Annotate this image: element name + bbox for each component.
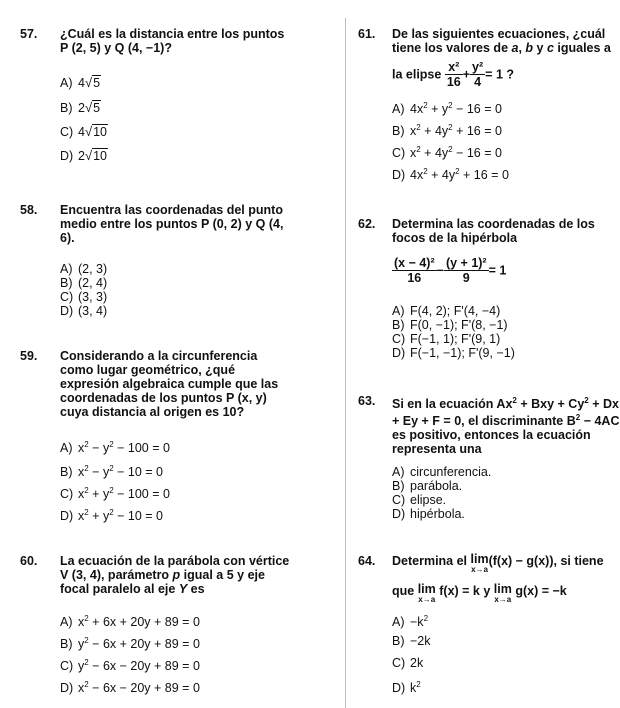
option-label: D) (392, 168, 406, 182)
fraction (445, 60, 463, 89)
option-label: C) (392, 146, 406, 160)
option-label: D) (392, 507, 406, 521)
operator: − (436, 263, 444, 278)
stem-line (392, 411, 619, 428)
term: 4x (410, 168, 424, 182)
option-text: (3, 3) (78, 290, 108, 304)
limit-expression (418, 584, 436, 604)
exponent: 2 (84, 614, 89, 623)
exponent: 2 (423, 614, 429, 623)
option-text: elipse. (410, 493, 447, 507)
stem-line: 6). (60, 231, 75, 245)
exponent: 2 (575, 413, 581, 422)
stem-line (392, 41, 611, 55)
option-label: D) (60, 149, 74, 163)
option-text: (2, 3) (78, 262, 108, 276)
option-62-a[interactable] (392, 304, 500, 318)
radicand: 10 (93, 125, 107, 139)
stem-line: representa una (392, 442, 482, 456)
option-63-a[interactable] (392, 465, 491, 479)
option-text: parábola. (410, 479, 463, 493)
exponent: 2 (423, 167, 428, 176)
question-number: 58. (20, 203, 38, 217)
option-63-b[interactable] (392, 479, 462, 493)
stem-line (392, 584, 604, 604)
option-60-a[interactable] (60, 612, 200, 629)
variable-c: c (546, 41, 554, 55)
option-text: 2k (410, 656, 424, 670)
term: − 10 = 0 (113, 465, 164, 479)
stem-text: = 1 ? (485, 67, 515, 82)
term: + 16 = 0 (452, 124, 502, 138)
exponent: 2 (416, 680, 421, 689)
term: − y (88, 465, 110, 479)
radicand: 5 (93, 101, 101, 115)
numerator: y² (472, 60, 484, 74)
option-label: A) (60, 615, 73, 629)
denominator: 9 (462, 271, 470, 285)
stem-line: como lugar geométrico, ¿qué (60, 363, 236, 377)
question-stem (392, 217, 595, 245)
stem-line: es positivo, entonces la ecuación (392, 428, 591, 442)
variable-a: a (511, 41, 519, 55)
stem-text: focal paralelo al eje (60, 582, 179, 596)
option-text: −k (410, 615, 424, 629)
option-57-a[interactable] (60, 76, 101, 90)
stem-text: que (392, 584, 418, 598)
option-text: circunferencia. (410, 465, 492, 479)
term: + y (88, 509, 110, 523)
question-number: 62. (358, 217, 376, 231)
term: − 10 = 0 (113, 509, 164, 523)
option-label: A) (392, 304, 405, 318)
variable-b: b (525, 41, 534, 55)
stem-line: La ecuación de la parábola con vértice (60, 554, 290, 568)
option-61-b[interactable] (392, 121, 502, 138)
option-57-b[interactable] (60, 101, 101, 115)
term: − 6x − 20y + 89 = 0 (88, 681, 200, 695)
stem-line: Encuentra las coordenadas del punto (60, 203, 283, 217)
variable-p: p (172, 568, 181, 582)
term: x (78, 615, 85, 629)
question-stem (60, 203, 283, 245)
question-number: 61. (358, 27, 376, 41)
option-label: A) (60, 262, 73, 276)
term: y (78, 637, 85, 651)
option-label: B) (60, 465, 73, 479)
radical-icon: √ (84, 148, 93, 163)
fraction (444, 256, 489, 285)
term: x (78, 465, 85, 479)
option-label: C) (392, 332, 406, 346)
term: 4x (410, 102, 424, 116)
stem-text: = 1 (488, 263, 507, 278)
option-text: (2, 4) (78, 276, 108, 290)
option-coef: 2 (78, 101, 85, 115)
option-64-c[interactable] (392, 656, 423, 670)
exponent: 2 (84, 658, 89, 667)
stem-text: es (187, 582, 205, 596)
option-text: k (410, 681, 417, 695)
radical-icon: √ (84, 124, 93, 139)
limit-subscript: x→a (471, 565, 488, 574)
term: + y (427, 102, 449, 116)
term: − 100 = 0 (113, 487, 170, 501)
option-label: B) (60, 276, 73, 290)
stem-text: V (3, 4), parámetro (60, 568, 173, 582)
option-62-c[interactable] (392, 332, 500, 346)
variable-y: Y (178, 582, 188, 596)
option-63-c[interactable] (392, 493, 446, 507)
term: − 16 = 0 (452, 146, 502, 160)
exponent: 2 (448, 101, 453, 110)
term: + y (88, 487, 110, 501)
option-label: B) (60, 101, 73, 115)
option-text: F(−1, −1); F'(9, −1) (410, 346, 515, 360)
option-59-c[interactable] (60, 484, 170, 501)
exponent: 2 (584, 396, 589, 405)
column-divider (345, 18, 346, 708)
term: + 6x + 20y + 89 = 0 (88, 615, 200, 629)
exponent: 2 (84, 680, 89, 689)
option-61-a[interactable] (392, 99, 502, 116)
term: y (78, 659, 85, 673)
exponent: 2 (416, 145, 421, 154)
option-58-c[interactable] (60, 290, 107, 304)
stem-line: ¿Cuál es la distancia entre los puntos (60, 27, 285, 41)
option-text: F(0, −1); F'(8, −1) (410, 318, 508, 332)
term: − y (88, 441, 110, 455)
stem-line: De las siguientes ecuaciones, ¿cuál (392, 27, 606, 41)
exponent: 2 (109, 464, 114, 473)
option-label: D) (60, 304, 74, 318)
stem-text: , (518, 41, 526, 55)
option-62-d[interactable] (392, 346, 515, 360)
stem-text: Determina el (392, 554, 471, 568)
option-label: C) (392, 493, 406, 507)
option-60-d[interactable] (60, 678, 200, 695)
option-57-d[interactable] (60, 149, 108, 163)
question-number: 60. (20, 554, 38, 568)
term: + 4y (427, 168, 456, 182)
exponent: 2 (84, 636, 89, 645)
operator: + (462, 67, 471, 82)
option-text: F(−1, 1); F'(9, 1) (410, 332, 501, 346)
ellipse-equation (392, 60, 514, 89)
stem-line: Determina las coordenadas de los (392, 217, 595, 231)
limit-word: lim (493, 582, 512, 596)
option-label: D) (60, 681, 74, 695)
option-60-c[interactable] (60, 656, 200, 673)
option-label: A) (392, 465, 405, 479)
radical-icon: √ (84, 100, 93, 115)
radicand: 5 (93, 76, 101, 90)
option-label: D) (392, 346, 406, 360)
exponent: 2 (84, 508, 89, 517)
exponent: 2 (448, 145, 453, 154)
option-label: B) (392, 479, 405, 493)
stem-text: + Bxy + Cy (516, 397, 585, 411)
stem-line: coordenadas de los puntos P (x, y) (60, 391, 267, 405)
exponent: 2 (448, 123, 453, 132)
option-coef: 4 (78, 76, 85, 90)
numerator: (x − 4)² (394, 256, 435, 270)
stem-text: tiene los valores de (392, 41, 512, 55)
stem-line: cuya distancia al origen es 10? (60, 405, 245, 419)
stem-text: g(x) = −k (511, 584, 567, 598)
stem-line: medio entre los puntos P (0, 2) y Q (4, (60, 217, 284, 231)
term: − 6x + 20y + 89 = 0 (88, 637, 200, 651)
exponent: 2 (512, 396, 517, 405)
limit-subscript: x→a (494, 595, 512, 604)
option-text: (3, 4) (78, 304, 108, 318)
option-59-b[interactable] (60, 462, 163, 479)
stem-text: f(x) = k y (435, 584, 494, 598)
option-64-d[interactable] (392, 678, 421, 695)
exponent: 2 (84, 440, 89, 449)
limit-expression (494, 584, 512, 604)
numerator: x² (445, 60, 463, 75)
option-label: D) (392, 681, 406, 695)
option-58-b[interactable] (60, 276, 107, 290)
question-stem (60, 349, 278, 419)
stem-line (60, 582, 289, 596)
option-58-a[interactable] (60, 262, 107, 276)
term: + 4y (420, 146, 449, 160)
option-label: B) (392, 124, 405, 138)
option-label: B) (60, 637, 73, 651)
option-label: C) (60, 290, 74, 304)
exponent: 2 (84, 486, 89, 495)
option-57-c[interactable] (60, 125, 108, 139)
stem-line: expresión algebraica cumple que las (60, 377, 279, 391)
denominator: 16 (446, 75, 461, 89)
limit-expression (471, 554, 489, 574)
exponent: 2 (109, 440, 114, 449)
numerator: (y + 1)² (445, 256, 487, 270)
stem-text: Si en la ecuación Ax (392, 397, 513, 411)
question-stem (60, 554, 289, 596)
stem-line (392, 394, 619, 411)
question-number: 64. (358, 554, 376, 568)
limit-word: lim (417, 582, 436, 596)
exponent: 2 (455, 167, 460, 176)
term: x (78, 509, 85, 523)
question-stem (392, 394, 619, 456)
question-stem (392, 554, 604, 604)
question-number: 57. (20, 27, 38, 41)
exponent: 2 (416, 123, 421, 132)
question-stem (392, 27, 611, 55)
option-coef: 2 (78, 149, 85, 163)
stem-text: − 4AC (580, 414, 620, 428)
term: x (410, 124, 417, 138)
option-text: −2k (410, 634, 431, 648)
term: x (78, 681, 85, 695)
exponent: 2 (109, 486, 114, 495)
fraction (470, 60, 485, 89)
stem-text: igual a 5 y eje (180, 568, 265, 582)
limit-subscript: x→a (418, 595, 436, 604)
stem-text: la elipse (392, 67, 442, 82)
option-label: D) (60, 509, 74, 523)
stem-text: + Ey + F = 0, el discriminante B (392, 414, 576, 428)
option-59-a[interactable] (60, 438, 170, 455)
option-label: A) (392, 615, 405, 629)
option-label: C) (392, 656, 406, 670)
option-label: B) (392, 634, 405, 648)
option-62-b[interactable] (392, 318, 508, 332)
radical-icon: √ (84, 75, 93, 90)
option-58-d[interactable] (60, 304, 107, 318)
denominator: 4 (474, 75, 482, 89)
denominator: 16 (407, 271, 422, 285)
stem-line: P (2, 5) y Q (4, −1)? (60, 41, 172, 55)
term: x (78, 441, 85, 455)
exponent: 2 (423, 101, 428, 110)
limit-word: lim (470, 552, 489, 566)
option-label: C) (60, 125, 74, 139)
term: − 100 = 0 (113, 441, 170, 455)
term: + 4y (420, 124, 449, 138)
term: − 6x − 20y + 89 = 0 (88, 659, 200, 673)
option-60-b[interactable] (60, 634, 200, 651)
question-stem (60, 27, 284, 55)
exponent: 2 (84, 464, 89, 473)
stem-text: iguales a (553, 41, 611, 55)
term: x (410, 146, 417, 160)
fraction (392, 256, 437, 285)
option-text: hipérbola. (410, 507, 465, 521)
option-label: A) (392, 102, 405, 116)
option-coef: 4 (78, 125, 85, 139)
term: + 16 = 0 (459, 168, 509, 182)
term: x (78, 487, 85, 501)
stem-text: y (533, 41, 547, 55)
option-label: A) (60, 441, 73, 455)
stem-line (60, 568, 289, 582)
stem-line (392, 554, 604, 576)
question-number: 59. (20, 349, 38, 363)
option-61-c[interactable] (392, 143, 502, 160)
option-label: C) (60, 659, 74, 673)
exponent: 2 (109, 508, 114, 517)
stem-text: (f(x) − g(x)), si tiene (488, 554, 604, 568)
radicand: 10 (93, 149, 107, 163)
option-label: B) (392, 318, 405, 332)
option-63-d[interactable] (392, 507, 465, 521)
option-61-d[interactable] (392, 165, 509, 182)
stem-line: focos de la hipérbola (392, 231, 518, 245)
stem-line: Considerando a la circunferencia (60, 349, 258, 363)
question-number: 63. (358, 394, 376, 408)
term: − 16 = 0 (452, 102, 502, 116)
option-64-a[interactable] (392, 612, 428, 629)
option-text: F(4, 2); F'(4, −4) (410, 304, 501, 318)
stem-text: + Dx (588, 397, 619, 411)
hyperbola-equation (392, 256, 506, 285)
option-59-d[interactable] (60, 506, 163, 523)
option-64-b[interactable] (392, 634, 431, 648)
option-label: C) (60, 487, 74, 501)
option-label: A) (60, 76, 73, 90)
